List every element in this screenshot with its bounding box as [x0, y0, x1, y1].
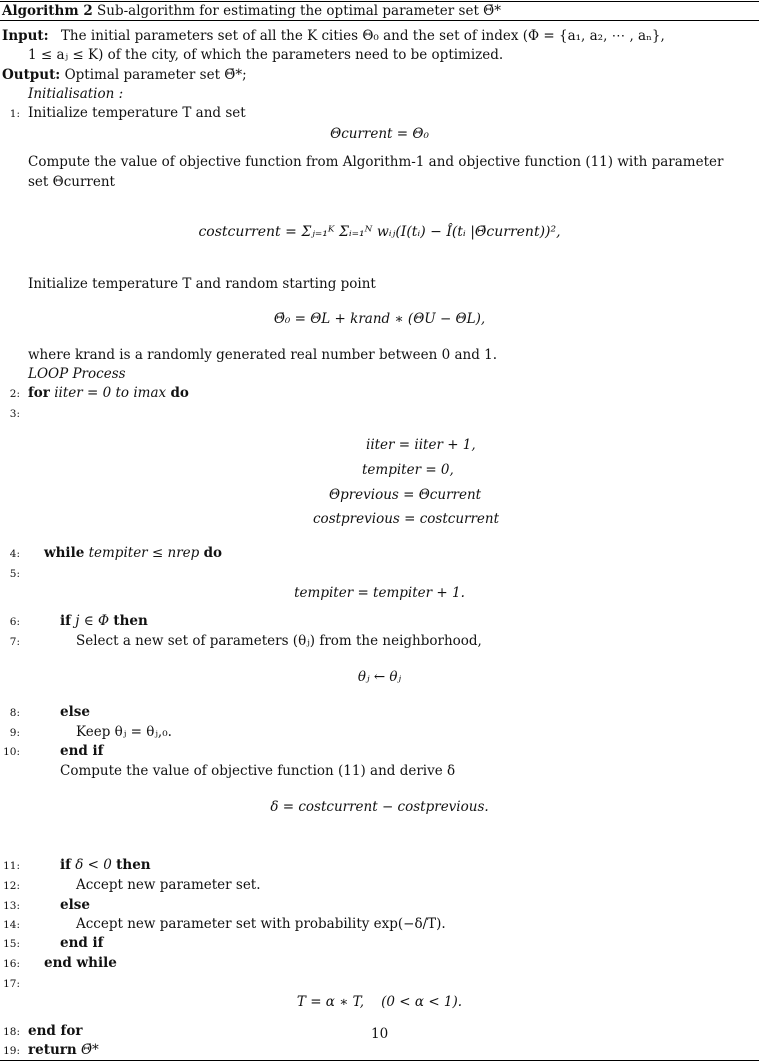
compute-2-text: Compute the value of objective function (11) and derive δ — [60, 763, 456, 779]
bottom-rule — [0, 1060, 759, 1061]
step-7-text: Select a new set of parameters (θⱼ) from the neighborhood, — [76, 633, 482, 649]
init-2-text: Initialize temperature T and random starting point — [28, 276, 376, 292]
where-text: where krand is a randomly generated real number between 0 and 1. — [28, 347, 498, 363]
line-number-4: 4: — [9, 548, 20, 560]
equation-temperature-update: T = α ∗ T, (0 < α < 1). — [296, 994, 463, 1010]
input-text-1: The initial parameters set of all the K cities Θ₀ and the set of index (Φ = {a₁, a₂, ⋯ , aₙ}, — [60, 28, 665, 44]
equation-iter-increment: iiter = iiter + 1, — [366, 437, 476, 453]
equation-temp-increment: tempiter = tempiter + 1. — [294, 585, 465, 601]
step-1-text: Initialize temperature T and set — [28, 105, 246, 121]
return-value: Θ̄* — [80, 1042, 99, 1058]
algorithm-caption: Sub-algorithm for estimating the optimal parameter set Θ̄* — [97, 3, 501, 19]
equation-delta: δ = costcurrent − costprevious. — [270, 799, 489, 815]
equation-theta-current: Θcurrent = Θ₀ — [330, 126, 429, 142]
initialisation-label: Initialisation : — [28, 86, 124, 102]
line-number-15: 15: — [3, 938, 20, 950]
line-number-3: 3: — [9, 408, 20, 420]
if-keyword-2: if — [60, 857, 71, 873]
algorithm-header — [2, 3, 501, 19]
step-12-text: Accept new parameter set. — [76, 877, 261, 893]
step-11-if — [60, 857, 151, 873]
step-8-else: else — [60, 704, 90, 720]
then-keyword: then — [113, 613, 148, 629]
for-keyword: for — [28, 385, 50, 401]
line-number-5: 5: — [9, 568, 20, 580]
header-rule — [0, 20, 759, 21]
step-4-while — [44, 545, 222, 561]
do-keyword: do — [170, 385, 189, 401]
line-number-16: 16: — [3, 958, 20, 970]
equation-cost-previous: costprevious = costcurrent — [313, 511, 500, 527]
step-2-for — [28, 385, 189, 401]
step-6-if — [60, 613, 148, 629]
compute-1-line-1: Compute the value of objective function from Algorithm-1 and objective function (11) with parameter — [28, 154, 724, 170]
line-number-17: 17: — [3, 978, 20, 990]
return-keyword: return — [28, 1042, 77, 1058]
equation-theta-update: θⱼ ← θⱼ — [357, 669, 402, 685]
step-9-text: Keep θⱼ = θⱼ,₀. — [76, 724, 172, 740]
step-18-end-for: end for — [28, 1023, 83, 1039]
while-keyword: while — [44, 545, 85, 561]
step-13-else: else — [60, 897, 90, 913]
line-number-2: 2: — [9, 388, 20, 400]
output-text: Optimal parameter set Θ̄*; — [64, 67, 247, 83]
output-label: Output: — [2, 67, 61, 83]
while-condition: tempiter ≤ nrep — [88, 545, 200, 561]
line-number-13: 13: — [3, 900, 20, 912]
line-number-6: 6: — [9, 616, 20, 628]
step-10-end-if: end if — [60, 743, 104, 759]
step-19-return — [28, 1042, 99, 1058]
equation-theta-start: Θ̄₀ = ΘL + krand ∗ (ΘU − ΘL), — [273, 311, 486, 327]
top-rule — [0, 1, 759, 2]
for-range: iiter = 0 to imax — [54, 385, 167, 401]
loop-process-label: LOOP Process — [28, 366, 126, 382]
while-do-keyword: do — [203, 545, 223, 561]
input-line-1 — [2, 28, 665, 44]
line-number-14: 14: — [3, 919, 20, 931]
line-number-1: 1: — [9, 108, 20, 120]
equation-temp-reset: tempiter = 0, — [362, 462, 454, 478]
algorithm-label: Algorithm 2 — [2, 3, 93, 19]
line-number-8: 8: — [9, 707, 20, 719]
line-number-18: 18: — [3, 1026, 20, 1038]
if-condition-2: δ < 0 — [75, 857, 112, 873]
page-number: 10 — [371, 1026, 389, 1042]
if-keyword: if — [60, 613, 71, 629]
equation-theta-previous: Θprevious = Θcurrent — [329, 487, 482, 503]
compute-1-line-2: set Θcurrent — [28, 174, 115, 190]
output-line — [2, 67, 247, 83]
then-keyword-2: then — [116, 857, 151, 873]
input-line-2: 1 ≤ aⱼ ≤ K) of the city, of which the parameters need to be optimized. — [28, 47, 504, 63]
line-number-12: 12: — [3, 880, 20, 892]
line-number-10: 10: — [3, 746, 20, 758]
line-number-19: 19: — [3, 1045, 20, 1057]
line-number-7: 7: — [9, 636, 20, 648]
if-condition: j ∈ Φ — [75, 613, 110, 629]
equation-cost-current: costcurrent = Σⱼ₌₁ᴷ Σᵢ₌₁ᴺ wᵢⱼ(I(tᵢ) − Î(tᵢ |Θ̄current))², — [198, 224, 561, 240]
step-15-end-if: end if — [60, 935, 104, 951]
input-label: Input: — [2, 28, 49, 44]
step-14-text: Accept new parameter set with probability exp(−δ/T). — [76, 916, 446, 932]
line-number-9: 9: — [9, 727, 20, 739]
step-16-end-while: end while — [44, 955, 117, 971]
line-number-11: 11: — [3, 860, 20, 872]
